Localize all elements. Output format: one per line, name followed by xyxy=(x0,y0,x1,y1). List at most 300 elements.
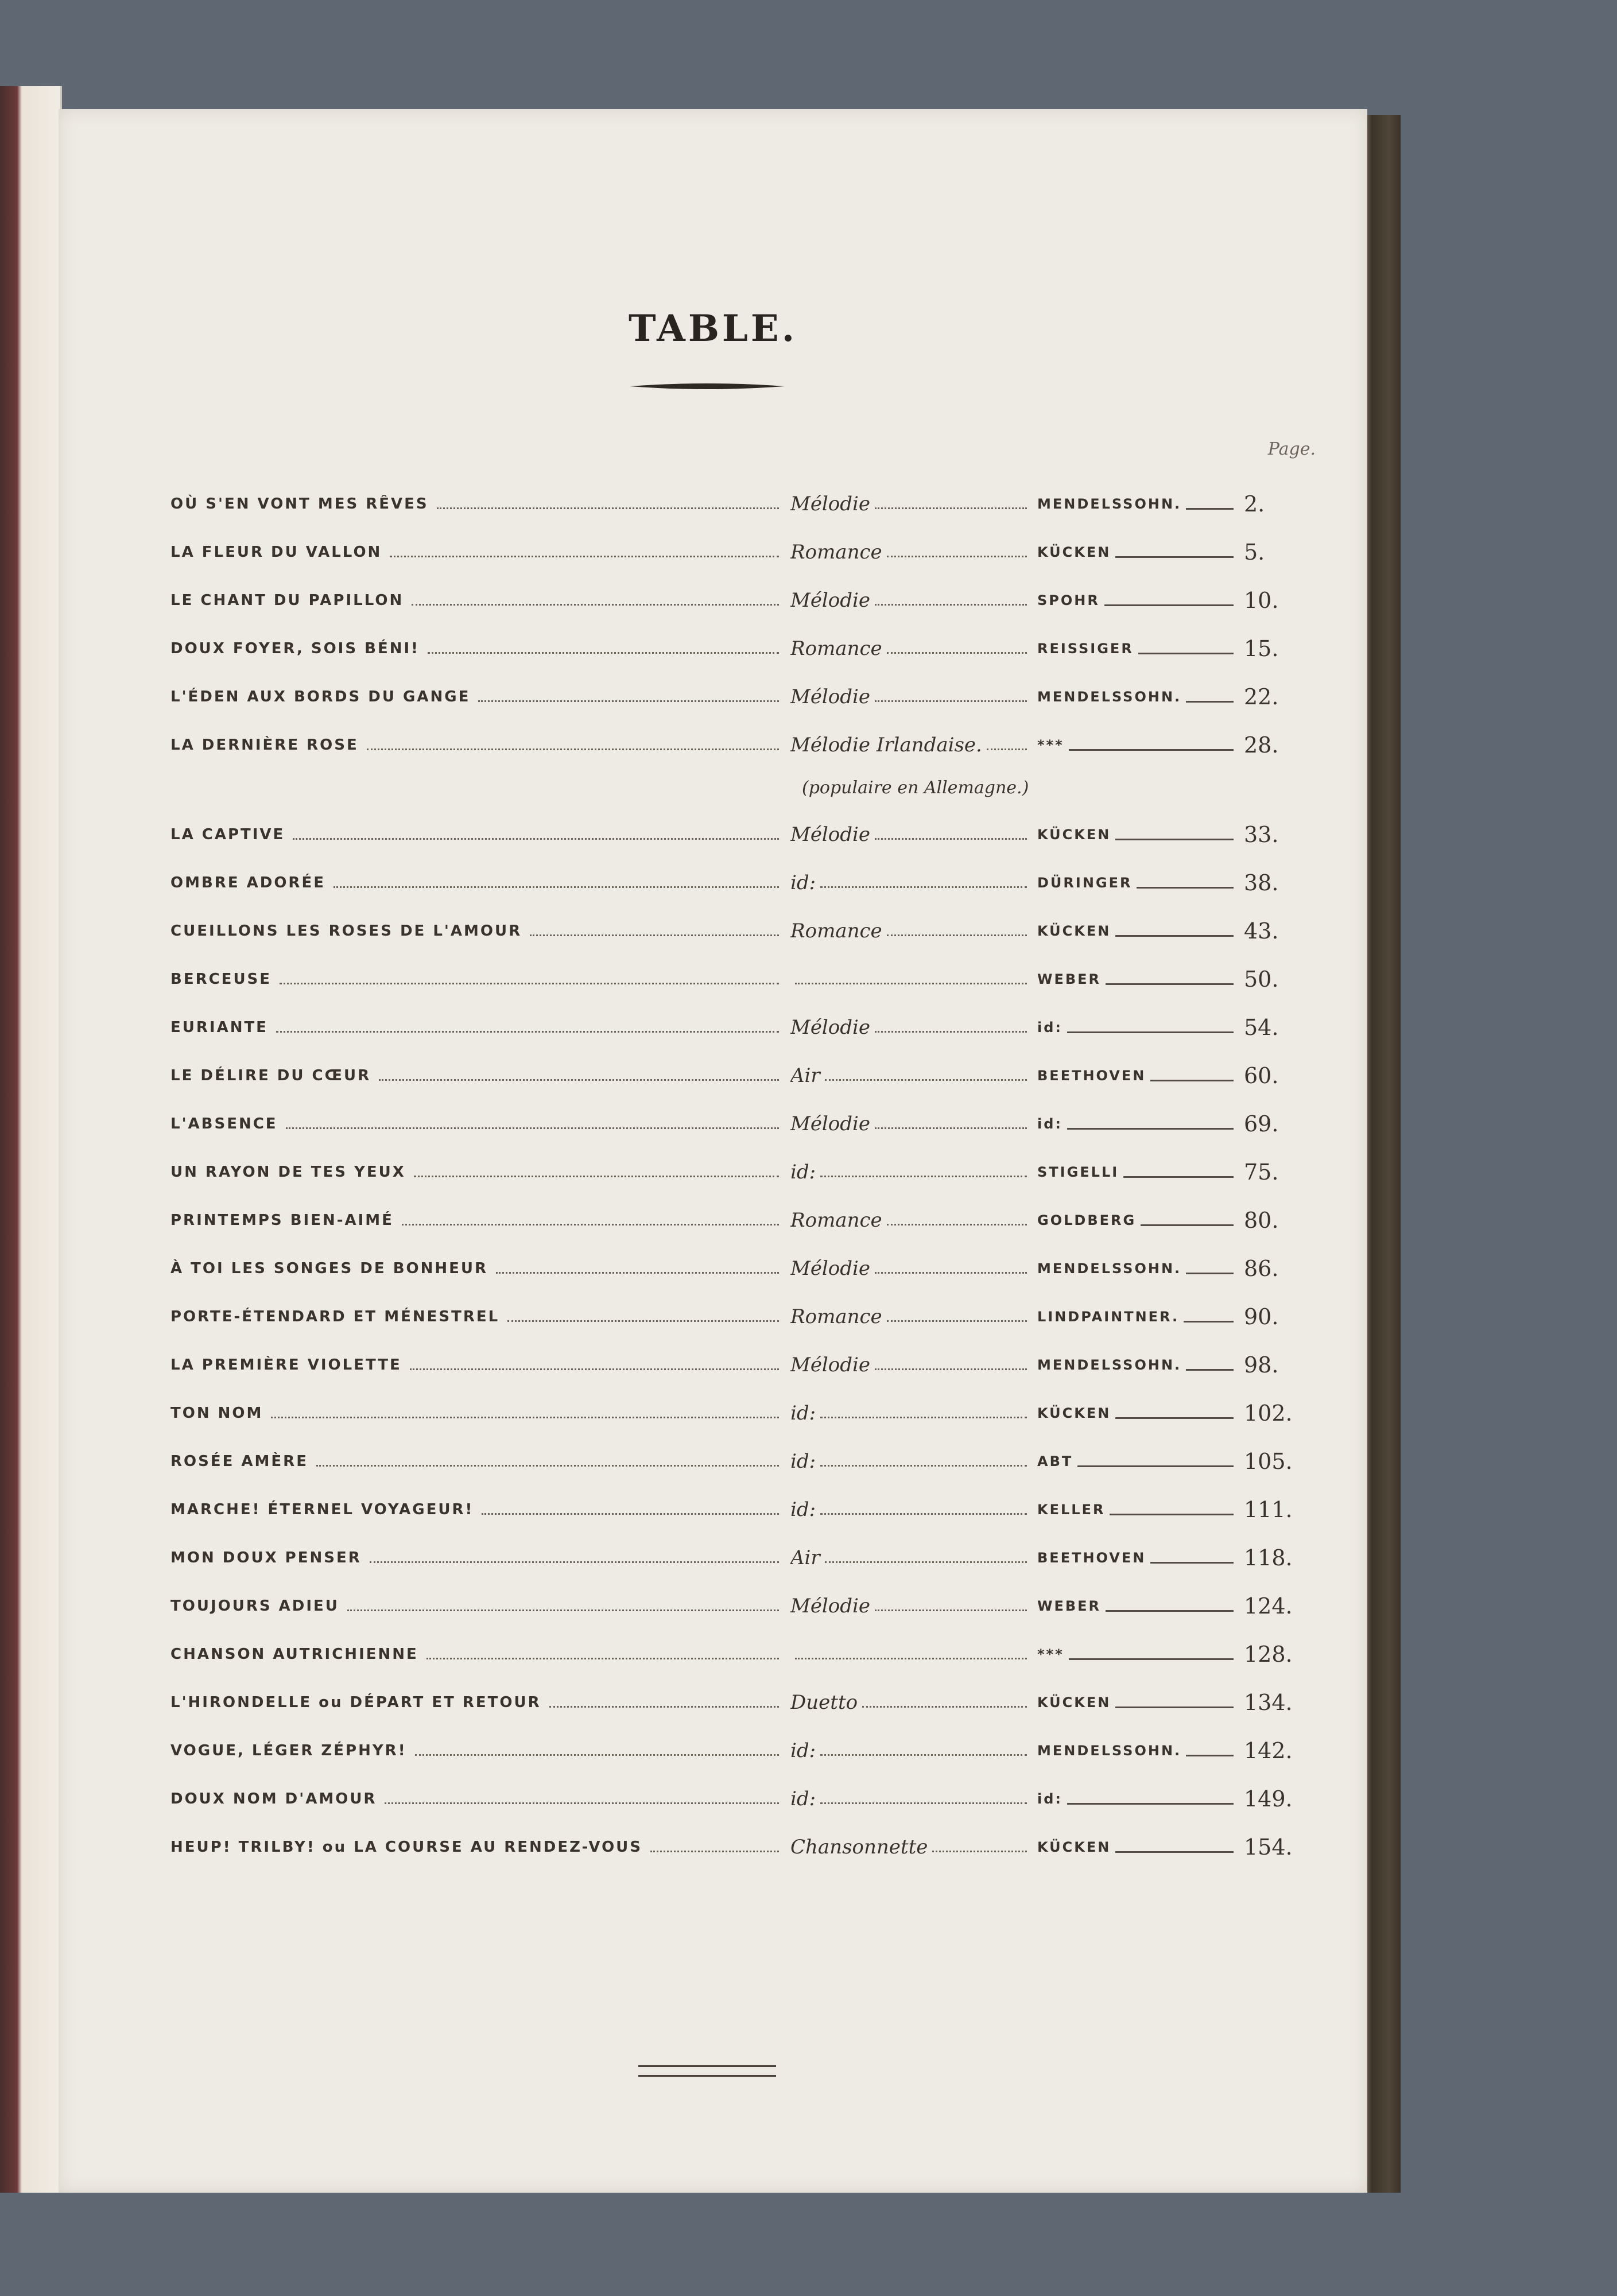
toc-entry xyxy=(170,479,1313,528)
entry-title: L'ABSENCE xyxy=(170,1115,278,1133)
composer-rule xyxy=(1115,556,1234,558)
entry-title-cell xyxy=(170,868,785,897)
entry-page-number: 38. xyxy=(1244,870,1279,895)
entry-genre: id: xyxy=(790,1787,816,1810)
leader-dots xyxy=(820,1802,1027,1804)
composer-rule xyxy=(1150,1080,1234,1081)
entry-title: TOUJOURS ADIEU xyxy=(170,1597,339,1615)
leader-dots xyxy=(875,700,1027,702)
entry-composer: id: xyxy=(1037,1116,1063,1132)
entry-genre-cell xyxy=(790,820,1032,849)
entry-page-number: 50. xyxy=(1244,967,1279,992)
composer-rule xyxy=(1069,749,1234,751)
entry-genre-cell xyxy=(790,1785,1032,1813)
entry-title: LA DERNIÈRE ROSE xyxy=(170,736,359,754)
entry-page-number: 124. xyxy=(1244,1593,1293,1619)
entry-title: LA PREMIÈRE VIOLETTE xyxy=(170,1356,402,1374)
entry-title: LE CHANT DU PAPILLON xyxy=(170,592,404,609)
entry-composer-cell xyxy=(1037,1833,1238,1861)
toc-entry xyxy=(170,1678,1313,1726)
toc-entry xyxy=(170,624,1313,672)
entry-composer-cell xyxy=(1037,490,1238,518)
composer-rule xyxy=(1115,1851,1234,1853)
leader-dots xyxy=(875,1031,1027,1033)
toc-entry xyxy=(170,1244,1313,1292)
toc-entry xyxy=(170,1196,1313,1244)
entry-genre-cell xyxy=(790,586,1032,615)
entry-composer: LINDPAINTNER. xyxy=(1037,1309,1180,1325)
entry-composer-cell xyxy=(1037,820,1238,849)
title-ornament xyxy=(630,382,785,391)
entry-title-cell xyxy=(170,965,785,994)
entry-composer-cell xyxy=(1037,1736,1238,1765)
entry-page-number: 128. xyxy=(1244,1642,1293,1667)
entry-composer: KÜCKEN xyxy=(1037,1839,1111,1855)
leader-dots xyxy=(293,838,779,840)
composer-rule xyxy=(1186,701,1234,703)
entry-genre-cell xyxy=(790,1158,1032,1186)
page-title: TABLE. xyxy=(629,307,797,350)
leader-dots xyxy=(478,700,779,702)
leader-dots xyxy=(271,1417,779,1418)
entry-composer-cell xyxy=(1037,1399,1238,1428)
leader-dots xyxy=(402,1224,779,1225)
entry-genre-cell xyxy=(790,1302,1032,1331)
entry-title-cell xyxy=(170,1736,785,1765)
entry-title-cell xyxy=(170,586,785,615)
entry-composer: DÜRINGER xyxy=(1037,875,1133,891)
entry-genre: Mélodie xyxy=(790,1595,871,1618)
entry-page-number: 80. xyxy=(1244,1208,1279,1233)
entry-composer-cell xyxy=(1037,1495,1238,1524)
composer-rule xyxy=(1123,1176,1234,1178)
entry-composer: MENDELSSOHN. xyxy=(1037,1743,1182,1759)
entry-composer: id: xyxy=(1037,1019,1063,1035)
entry-title: L'HIRONDELLE ou DÉPART ET RETOUR xyxy=(170,1694,541,1711)
entry-genre: Mélodie xyxy=(790,823,871,846)
leader-dots xyxy=(549,1706,779,1708)
leader-dots xyxy=(370,1561,779,1563)
entry-composer-cell xyxy=(1037,965,1238,994)
entry-page-number: 118. xyxy=(1244,1545,1293,1570)
entry-composer: STIGELLI xyxy=(1037,1164,1119,1180)
entry-title: MARCHE! ÉTERNEL VOYAGEUR! xyxy=(170,1501,474,1518)
entry-title: CHANSON AUTRICHIENNE xyxy=(170,1646,418,1663)
composer-rule xyxy=(1106,1610,1234,1612)
entry-composer-cell xyxy=(1037,1688,1238,1717)
composer-rule xyxy=(1115,1707,1234,1708)
leader-dots xyxy=(428,652,779,654)
entry-genre: Romance xyxy=(790,1209,882,1232)
entry-genre: Mélodie xyxy=(790,1353,871,1376)
entry-genre: id: xyxy=(790,1402,816,1425)
entry-genre-cell xyxy=(790,1592,1032,1620)
entry-composer: MENDELSSOHN. xyxy=(1037,1261,1182,1277)
composer-rule xyxy=(1110,1514,1234,1515)
entry-genre: Romance xyxy=(790,1305,882,1328)
toc-entry xyxy=(170,1533,1313,1581)
toc-entry xyxy=(170,1099,1313,1147)
entry-title-cell xyxy=(170,1302,785,1331)
composer-rule xyxy=(1106,983,1234,985)
leader-dots xyxy=(410,1368,779,1370)
leader-dots xyxy=(887,652,1027,654)
entry-genre: id: xyxy=(790,1450,816,1473)
toc-entry xyxy=(170,1726,1313,1774)
entry-page-number: 10. xyxy=(1244,588,1279,613)
entry-composer: MENDELSSOHN. xyxy=(1037,496,1182,512)
toc-entry xyxy=(170,1485,1313,1533)
table-of-contents xyxy=(170,479,1313,1871)
leader-dots xyxy=(286,1127,779,1129)
composer-rule xyxy=(1067,1128,1234,1130)
entry-composer-cell xyxy=(1037,731,1238,759)
leader-dots xyxy=(280,983,779,984)
entry-page-number: 134. xyxy=(1244,1690,1293,1715)
composer-rule xyxy=(1069,1658,1234,1660)
entry-composer: KÜCKEN xyxy=(1037,923,1111,939)
entry-page-number: 105. xyxy=(1244,1449,1293,1474)
entry-title-cell xyxy=(170,1351,785,1379)
toc-entry xyxy=(170,1437,1313,1485)
entry-title-cell xyxy=(170,1254,785,1283)
leader-dots xyxy=(825,1079,1027,1081)
entry-composer: WEBER xyxy=(1037,1598,1102,1614)
entry-genre-cell xyxy=(790,1495,1032,1524)
toc-entry xyxy=(170,1051,1313,1099)
entry-composer-cell xyxy=(1037,1206,1238,1235)
leader-dots xyxy=(875,1127,1027,1129)
entry-composer-cell xyxy=(1037,538,1238,567)
composer-rule xyxy=(1137,887,1234,889)
entry-genre: Chansonnette xyxy=(790,1836,928,1859)
leader-dots xyxy=(367,748,779,750)
entry-page-number: 86. xyxy=(1244,1256,1279,1281)
entry-composer: WEBER xyxy=(1037,971,1102,987)
composer-rule xyxy=(1150,1562,1234,1564)
entry-composer: MENDELSSOHN. xyxy=(1037,1357,1182,1373)
entry-genre: Mélodie xyxy=(790,1257,871,1280)
composer-rule xyxy=(1067,1031,1234,1033)
entry-title: OÙ S'EN VONT MES RÊVES xyxy=(170,495,429,513)
toc-entry xyxy=(170,810,1313,858)
entry-genre-cell xyxy=(790,1833,1032,1861)
entry-title-cell xyxy=(170,731,785,759)
toc-entry xyxy=(170,1774,1313,1822)
entry-title-cell xyxy=(170,1640,785,1669)
leader-dots xyxy=(887,1320,1027,1322)
entry-title-cell xyxy=(170,1592,785,1620)
entry-composer: SPOHR xyxy=(1037,592,1100,608)
composer-rule xyxy=(1138,653,1234,654)
composer-rule xyxy=(1186,1755,1234,1756)
toc-entry xyxy=(170,528,1313,576)
leader-dots xyxy=(875,507,1027,509)
entry-genre-cell xyxy=(790,1110,1032,1138)
entry-genre-cell xyxy=(790,1543,1032,1572)
entry-composer-cell xyxy=(1037,1302,1238,1331)
leader-dots xyxy=(820,886,1027,888)
entry-genre-cell xyxy=(790,965,1032,994)
entry-title: DOUX FOYER, SOIS BÉNI! xyxy=(170,640,420,657)
composer-rule xyxy=(1104,604,1234,606)
leader-dots xyxy=(932,1851,1027,1852)
entry-genre: Mélodie xyxy=(790,1016,871,1039)
leader-dots xyxy=(347,1609,779,1611)
toc-entry xyxy=(170,1822,1313,1871)
entry-genre: Air xyxy=(790,1064,820,1087)
entry-composer-cell xyxy=(1037,1447,1238,1476)
leader-dots xyxy=(987,748,1027,750)
entry-title-cell xyxy=(170,682,785,711)
entry-page-number: 28. xyxy=(1244,732,1279,758)
composer-rule xyxy=(1186,1273,1234,1274)
entry-title-cell xyxy=(170,1688,785,1717)
leader-dots xyxy=(507,1320,779,1322)
entry-page-number: 98. xyxy=(1244,1352,1279,1378)
toc-entry xyxy=(170,906,1313,955)
leader-dots xyxy=(414,1176,779,1177)
leader-dots xyxy=(276,1031,779,1033)
entry-composer-cell xyxy=(1037,1158,1238,1186)
entry-page-number: 43. xyxy=(1244,918,1279,944)
entry-title-cell xyxy=(170,1495,785,1524)
entry-composer-cell xyxy=(1037,1254,1238,1283)
leader-dots xyxy=(415,1754,779,1756)
entry-genre: id: xyxy=(790,1739,816,1762)
entry-genre: Mélodie Irlandaise. xyxy=(790,734,982,757)
toc-entry xyxy=(170,1340,1313,1389)
entry-title: UN RAYON DE TES YEUX xyxy=(170,1163,406,1181)
entry-title-cell xyxy=(170,634,785,663)
entry-composer: MENDELSSOHN. xyxy=(1037,689,1182,705)
entry-page-number: 149. xyxy=(1244,1786,1293,1812)
toc-entry xyxy=(170,576,1313,624)
toc-entry xyxy=(170,1389,1313,1437)
entry-genre-cell xyxy=(790,634,1032,663)
entry-page-number: 154. xyxy=(1244,1835,1293,1860)
leader-dots xyxy=(887,556,1027,557)
entry-title-cell xyxy=(170,1833,785,1861)
entry-composer-cell xyxy=(1037,1013,1238,1042)
toc-entry xyxy=(170,1630,1313,1678)
entry-composer-cell xyxy=(1037,868,1238,897)
entry-composer-cell xyxy=(1037,1640,1238,1669)
entry-genre-cell xyxy=(790,1688,1032,1717)
entry-title: LA CAPTIVE xyxy=(170,826,285,843)
entry-genre: Mélodie xyxy=(790,589,871,612)
entry-composer: KELLER xyxy=(1037,1502,1106,1518)
leader-dots xyxy=(426,1658,779,1659)
entry-title: DOUX NOM D'AMOUR xyxy=(170,1790,377,1808)
entry-title: EURIANTE xyxy=(170,1019,268,1036)
entry-composer: *** xyxy=(1037,1646,1064,1662)
entry-composer: REISSIGER xyxy=(1037,641,1134,657)
entry-genre-cell xyxy=(790,490,1032,518)
toc-entry xyxy=(170,1003,1313,1051)
leader-dots xyxy=(875,604,1027,606)
entry-genre-cell xyxy=(790,1013,1032,1042)
entry-composer-cell xyxy=(1037,1592,1238,1620)
entry-title: HEUP! TRILBY! ou LA COURSE AU RENDEZ-VOUS xyxy=(170,1839,643,1856)
leader-dots xyxy=(390,556,779,557)
toc-entry xyxy=(170,672,1313,720)
leader-dots xyxy=(316,1465,779,1467)
entry-composer: KÜCKEN xyxy=(1037,544,1111,560)
entry-genre-cell xyxy=(790,1206,1032,1235)
entry-composer-cell xyxy=(1037,634,1238,663)
composer-rule xyxy=(1141,1224,1234,1226)
entry-title: LA FLEUR DU VALLON xyxy=(170,544,382,561)
entry-page-number: 75. xyxy=(1244,1159,1279,1185)
entry-title-cell xyxy=(170,1013,785,1042)
entry-title-cell xyxy=(170,1543,785,1572)
toc-entry xyxy=(170,720,1313,769)
entry-composer: id: xyxy=(1037,1791,1063,1807)
entry-genre-cell xyxy=(790,682,1032,711)
composer-rule xyxy=(1186,508,1234,510)
entry-page-number: 60. xyxy=(1244,1063,1279,1088)
leader-dots xyxy=(862,1706,1027,1708)
entry-genre: id: xyxy=(790,1161,816,1184)
entry-genre: Romance xyxy=(790,637,882,660)
toc-note xyxy=(170,769,1313,810)
entry-genre-cell xyxy=(790,1399,1032,1428)
entry-title: CUEILLONS LES ROSES DE L'AMOUR xyxy=(170,922,522,940)
toc-entry xyxy=(170,1292,1313,1340)
leader-dots xyxy=(875,1609,1027,1611)
entry-title-cell xyxy=(170,1447,785,1476)
entry-title-cell xyxy=(170,917,785,945)
entry-genre-cell xyxy=(790,917,1032,945)
composer-rule xyxy=(1184,1321,1234,1322)
entry-title-cell xyxy=(170,538,785,567)
entry-title-cell xyxy=(170,1110,785,1138)
entry-composer-cell xyxy=(1037,917,1238,945)
entry-page-number: 15. xyxy=(1244,636,1279,661)
entry-page-number: 22. xyxy=(1244,684,1279,709)
entry-title-cell xyxy=(170,1061,785,1090)
leader-dots xyxy=(875,1272,1027,1274)
entry-composer-cell xyxy=(1037,1061,1238,1090)
entry-page-number: 142. xyxy=(1244,1738,1293,1763)
entry-genre: Duetto xyxy=(790,1691,858,1714)
entry-genre: Mélodie xyxy=(790,1112,871,1135)
leader-dots xyxy=(875,838,1027,840)
entry-genre-cell xyxy=(790,731,1032,759)
entry-genre: Mélodie xyxy=(790,685,871,708)
entry-page-number: 90. xyxy=(1244,1304,1279,1329)
leader-dots xyxy=(825,1561,1027,1563)
composer-rule xyxy=(1077,1465,1234,1467)
leader-dots xyxy=(887,1224,1027,1225)
entry-genre-cell xyxy=(790,1254,1032,1283)
entry-title: PRINTEMPS BIEN-AIMÉ xyxy=(170,1212,394,1229)
leader-dots xyxy=(437,507,779,509)
entry-title: VOGUE, LÉGER ZÉPHYR! xyxy=(170,1742,407,1759)
entry-composer-cell xyxy=(1037,1110,1238,1138)
entry-composer: KÜCKEN xyxy=(1037,1405,1111,1421)
entry-title-cell xyxy=(170,490,785,518)
entry-title: PORTE-ÉTENDARD ET MÉNESTREL xyxy=(170,1308,500,1325)
entry-composer-cell xyxy=(1037,586,1238,615)
entry-title: ROSÉE AMÈRE xyxy=(170,1453,308,1470)
leader-dots xyxy=(482,1513,779,1515)
document-page xyxy=(59,109,1367,2193)
entry-title-cell xyxy=(170,1158,785,1186)
leader-dots xyxy=(820,1417,1027,1418)
leader-dots xyxy=(530,934,779,936)
entry-genre-cell xyxy=(790,1061,1032,1090)
entry-genre: Mélodie xyxy=(790,492,871,515)
leader-dots xyxy=(379,1079,779,1081)
entry-title: OMBRE ADORÉE xyxy=(170,874,325,891)
leader-dots xyxy=(334,886,779,888)
composer-rule xyxy=(1115,935,1234,937)
entry-composer-cell xyxy=(1037,1543,1238,1572)
entry-title-cell xyxy=(170,820,785,849)
note-text: (populaire en Allemagne.) xyxy=(802,777,1029,798)
leader-dots xyxy=(875,1368,1027,1370)
entry-genre-cell xyxy=(790,868,1032,897)
entry-genre-cell xyxy=(790,1640,1032,1669)
leader-dots xyxy=(820,1754,1027,1756)
entry-page-number: 5. xyxy=(1244,540,1265,565)
entry-page-number: 54. xyxy=(1244,1015,1279,1040)
leader-dots xyxy=(795,1658,1027,1659)
entry-composer-cell xyxy=(1037,1351,1238,1379)
page-column-label: Page. xyxy=(1267,439,1316,459)
entry-page-number: 111. xyxy=(1244,1497,1293,1522)
entry-title-cell xyxy=(170,1399,785,1428)
entry-genre-cell xyxy=(790,1447,1032,1476)
entry-title-cell xyxy=(170,1206,785,1235)
entry-genre: Romance xyxy=(790,920,882,943)
bottom-rule xyxy=(638,2065,776,2077)
entry-genre-cell xyxy=(790,538,1032,567)
entry-page-number: 69. xyxy=(1244,1111,1279,1137)
toc-entry xyxy=(170,955,1313,1003)
leader-dots xyxy=(412,604,779,606)
entry-title-cell xyxy=(170,1785,785,1813)
toc-entry xyxy=(170,858,1313,906)
entry-composer: BEETHOVEN xyxy=(1037,1068,1146,1084)
leader-dots xyxy=(650,1851,779,1852)
leader-dots xyxy=(820,1176,1027,1177)
leader-dots xyxy=(795,983,1027,984)
entry-composer-cell xyxy=(1037,1785,1238,1813)
entry-genre: id: xyxy=(790,1498,816,1521)
leader-dots xyxy=(385,1802,779,1804)
entry-title: À TOI LES SONGES DE BONHEUR xyxy=(170,1260,488,1277)
leader-dots xyxy=(820,1465,1027,1467)
leader-dots xyxy=(820,1513,1027,1515)
entry-composer: KÜCKEN xyxy=(1037,827,1111,843)
entry-composer: ABT xyxy=(1037,1453,1073,1469)
entry-composer: KÜCKEN xyxy=(1037,1694,1111,1711)
entry-genre: Romance xyxy=(790,541,882,564)
entry-page-number: 2. xyxy=(1244,491,1265,517)
entry-title: L'ÉDEN AUX BORDS DU GANGE xyxy=(170,688,471,705)
entry-title: LE DÉLIRE DU CŒUR xyxy=(170,1067,371,1084)
entry-genre-cell xyxy=(790,1736,1032,1765)
entry-genre: Air xyxy=(790,1546,820,1569)
entry-page-number: 102. xyxy=(1244,1401,1293,1426)
leader-dots xyxy=(496,1272,779,1274)
entry-composer: *** xyxy=(1037,737,1064,753)
entry-composer: BEETHOVEN xyxy=(1037,1550,1146,1566)
composer-rule xyxy=(1186,1369,1234,1371)
